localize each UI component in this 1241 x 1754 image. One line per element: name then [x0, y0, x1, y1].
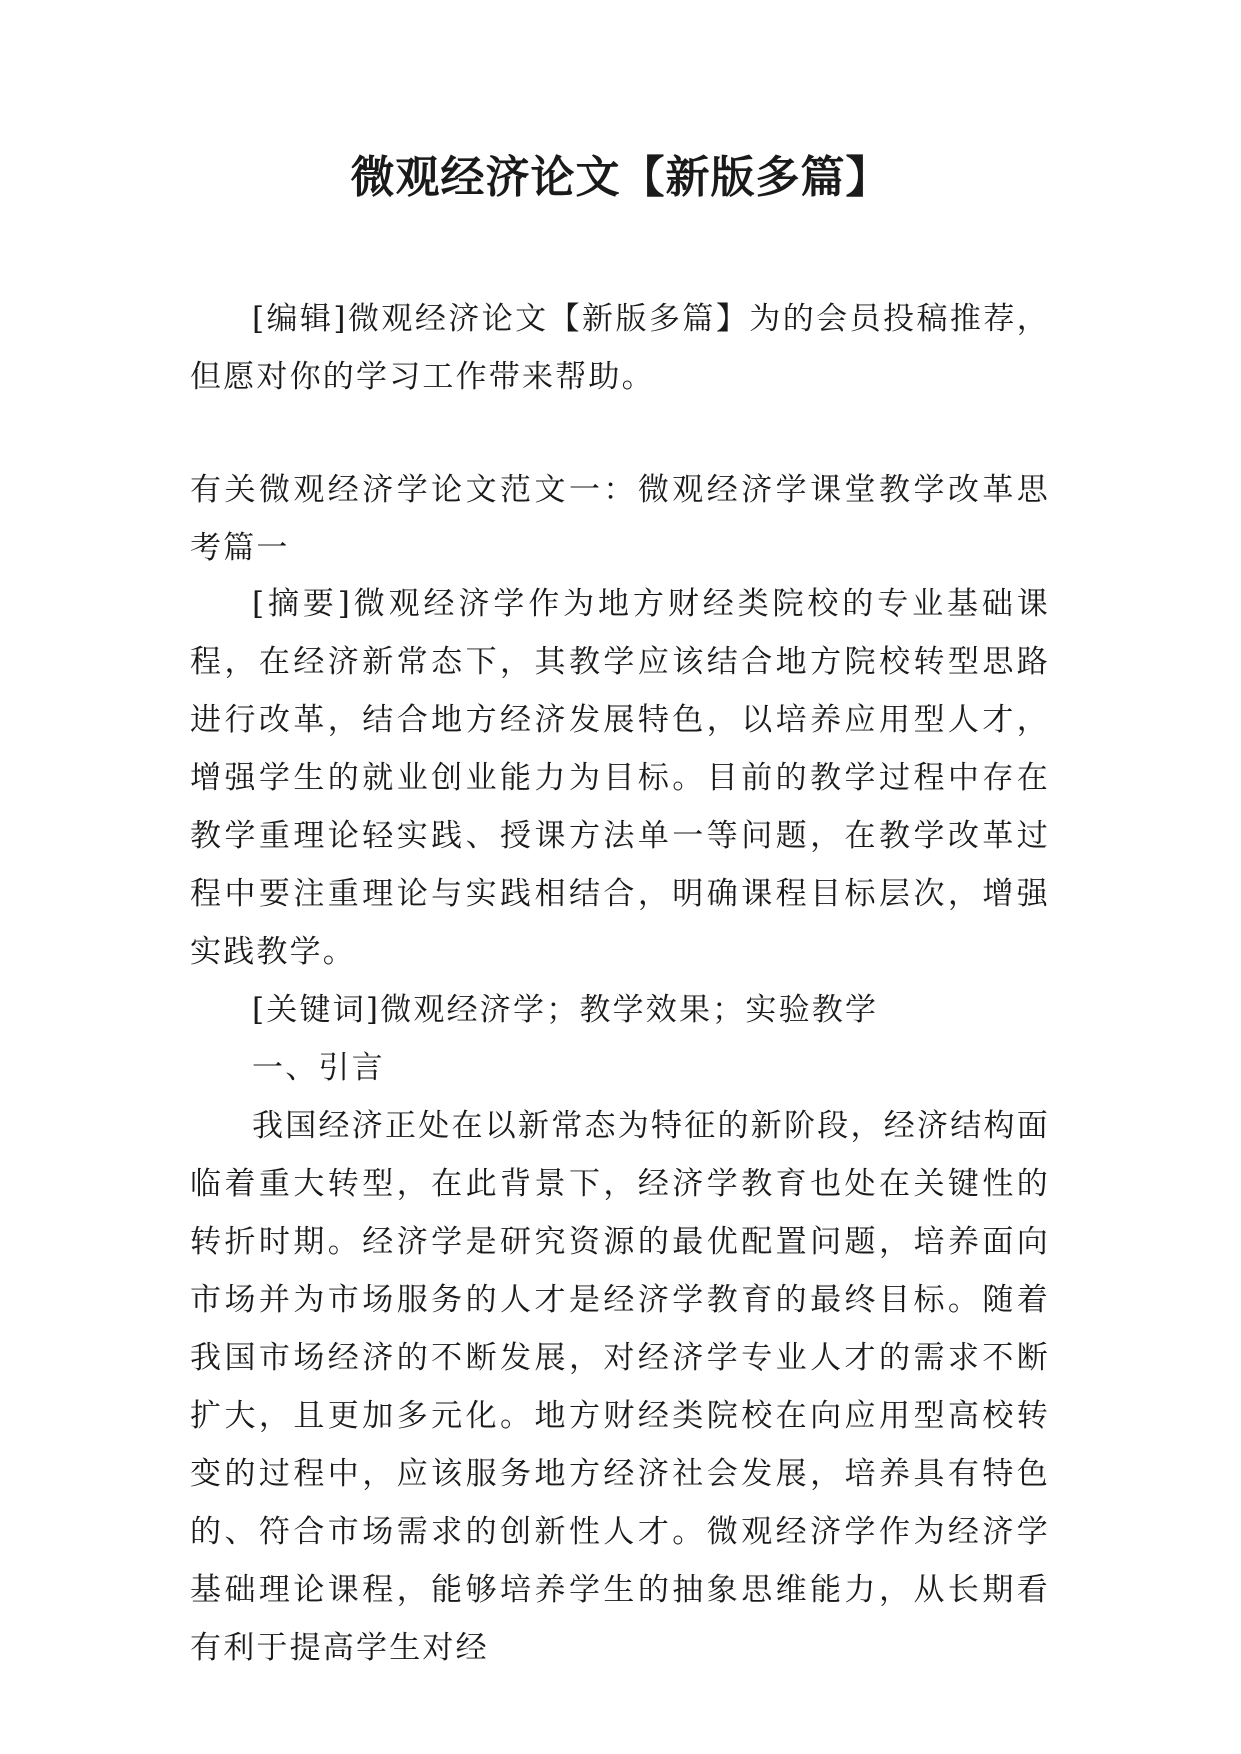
- body-paragraph: 我国经济正处在以新常态为特征的新阶段，经济结构面临着重大转型，在此背景下，经济学教育也处在关键性的转折时期。经济学是研究资源的最优配置问题，培养面向市场并为市场服务的人才是经济学教育的最终目标。随着我国市场经济的不断发展，对经济学专业人才的需求不断扩大，且更加多元化。地方财经类院校在向应用型高校转变的过程中，应该服务地方经济社会发展，培养具有特色的、符合市场需求的创新性人才。微观经济学作为经济学基础理论课程，能够培养学生的抽象思维能力，从长期看有利于提高学生对经: [190, 1108, 1050, 1666]
- subsection-heading: 一、引言: [252, 1050, 385, 1086]
- abstract-paragraph: [摘要]微观经济学作为地方财经类院校的专业基础课程，在经济新常态下，其教学应该结合地方院校转型思路进行改革，结合地方经济发展特色，以培养应用型人才，增强学生的就业创业能力为目标。目前的教学过程中存在教学重理论轻实践、授课方法单一等问题，在教学改革过程中要注重理论与实践相结合，明确课程目标层次，增强实践教学。: [190, 586, 1050, 970]
- main-content: [190, 575, 1050, 1677]
- document-title: 微观经济论文【新版多篇】: [350, 152, 891, 203]
- intro-paragraph: [编辑]微观经济论文【新版多篇】为的会员投稿推荐，但愿对你的学习工作带来帮助。: [190, 301, 1050, 395]
- section-heading: 有关微观经济学论文范文一：微观经济学课堂教学改革思考篇一: [190, 472, 1050, 566]
- keywords-paragraph: [关键词]微观经济学；教学效果；实验教学: [252, 992, 879, 1028]
